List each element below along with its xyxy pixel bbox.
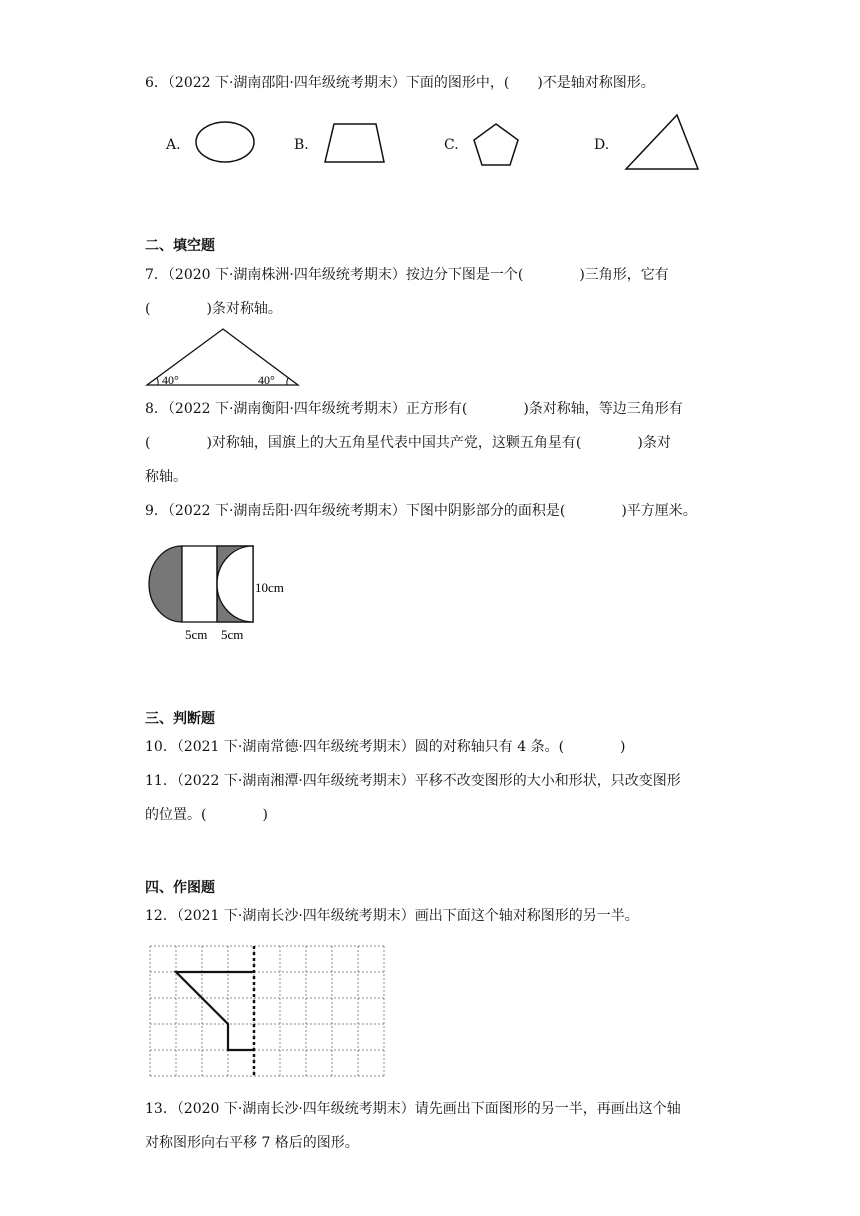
height-label: 10cm <box>255 580 284 595</box>
width-label-1: 5cm <box>185 627 208 642</box>
question-13-line-1: 13．（2020 下·湖南长沙·四年级统考期末）请先画出下面图形的另一半，再画出这个轴 <box>145 1101 681 1117</box>
question-11-line-2: 的位置。( ) <box>145 807 268 823</box>
question-10-text: 10．（2021 下·湖南常德·四年级统考期末）圆的对称轴只有 4 条。( ) <box>145 739 626 755</box>
question-12-text: 12．（2021 下·湖南长沙·四年级统考期末）画出下面这个轴对称图形的另一半。 <box>145 908 639 924</box>
option-b-label: B. <box>294 137 309 153</box>
option-a-ellipse-figure <box>194 120 256 164</box>
option-c-pentagon-figure <box>472 122 520 168</box>
question-7-line-1: 7．（2020 下·湖南株洲·四年级统考期末）按边分下图是一个( )三角形，它有 <box>145 267 669 283</box>
section-heading-fill-in: 二、填空题 <box>145 238 215 254</box>
question-9-shaded-area-figure <box>145 543 295 647</box>
option-a-label: A. <box>166 137 181 153</box>
option-d-triangle-figure <box>622 112 702 172</box>
option-b-trapezoid-figure <box>322 122 388 164</box>
question-8-line-3: 称轴。 <box>145 469 187 485</box>
angle-left-label: 40° <box>162 373 179 387</box>
question-8-line-2: ( )对称轴，国旗上的大五角星代表中国共产党，这颗五角星有( )条对 <box>145 435 671 451</box>
option-c-label: C. <box>444 137 459 153</box>
width-label-2: 5cm <box>221 627 244 642</box>
question-6-text: 6．（2022 下·湖南邵阳·四年级统考期末）下面的图形中，( )不是轴对称图形。 <box>145 75 655 91</box>
section-heading-judgement: 三、判断题 <box>145 711 215 727</box>
section-heading-drawing: 四、作图题 <box>145 880 215 896</box>
option-d-label: D. <box>594 137 610 153</box>
question-13-line-2: 对称图形向右平移 7 格后的图形。 <box>145 1135 359 1151</box>
half-shape <box>176 972 254 1050</box>
angle-right-label: 40° <box>258 373 275 387</box>
question-9-text: 9．（2022 下·湖南岳阳·四年级统考期末）下图中阴影部分的面积是( )平方厘米。 <box>145 503 697 519</box>
question-11-line-1: 11．（2022 下·湖南湘潭·四年级统考期末）平移不改变图形的大小和形状，只改变图形 <box>145 773 681 789</box>
question-12-grid-figure <box>148 944 386 1078</box>
question-8-line-1: 8．（2022 下·湖南衡阳·四年级统考期末）正方形有( )条对称轴，等边三角形有 <box>145 401 683 417</box>
question-7-line-2: ( )条对称轴。 <box>145 301 282 317</box>
question-7-isosceles-triangle-figure <box>145 326 305 388</box>
